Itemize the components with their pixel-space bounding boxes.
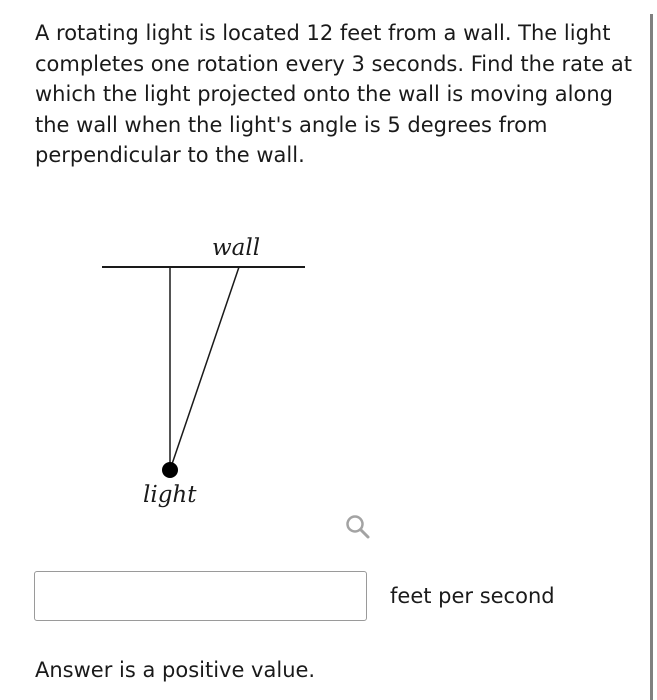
answer-input[interactable] — [34, 571, 367, 621]
question-text: A rotating light is located 12 feet from a wall. The light completes one rotation every 3 seconds. Find the rate at which the light projected onto the wall is moving along the wall when the light's angle is 5 degrees from perpendicular to the wall. — [35, 21, 632, 167]
light-beam-line — [170, 267, 239, 470]
magnifier-icon[interactable] — [343, 512, 373, 542]
wall-label: wall — [212, 235, 261, 261]
hint-text: Answer is a positive value. — [35, 658, 316, 682]
light-source-dot — [162, 462, 178, 478]
light-label: light — [143, 482, 197, 508]
unit-label: feet per second — [390, 584, 555, 608]
